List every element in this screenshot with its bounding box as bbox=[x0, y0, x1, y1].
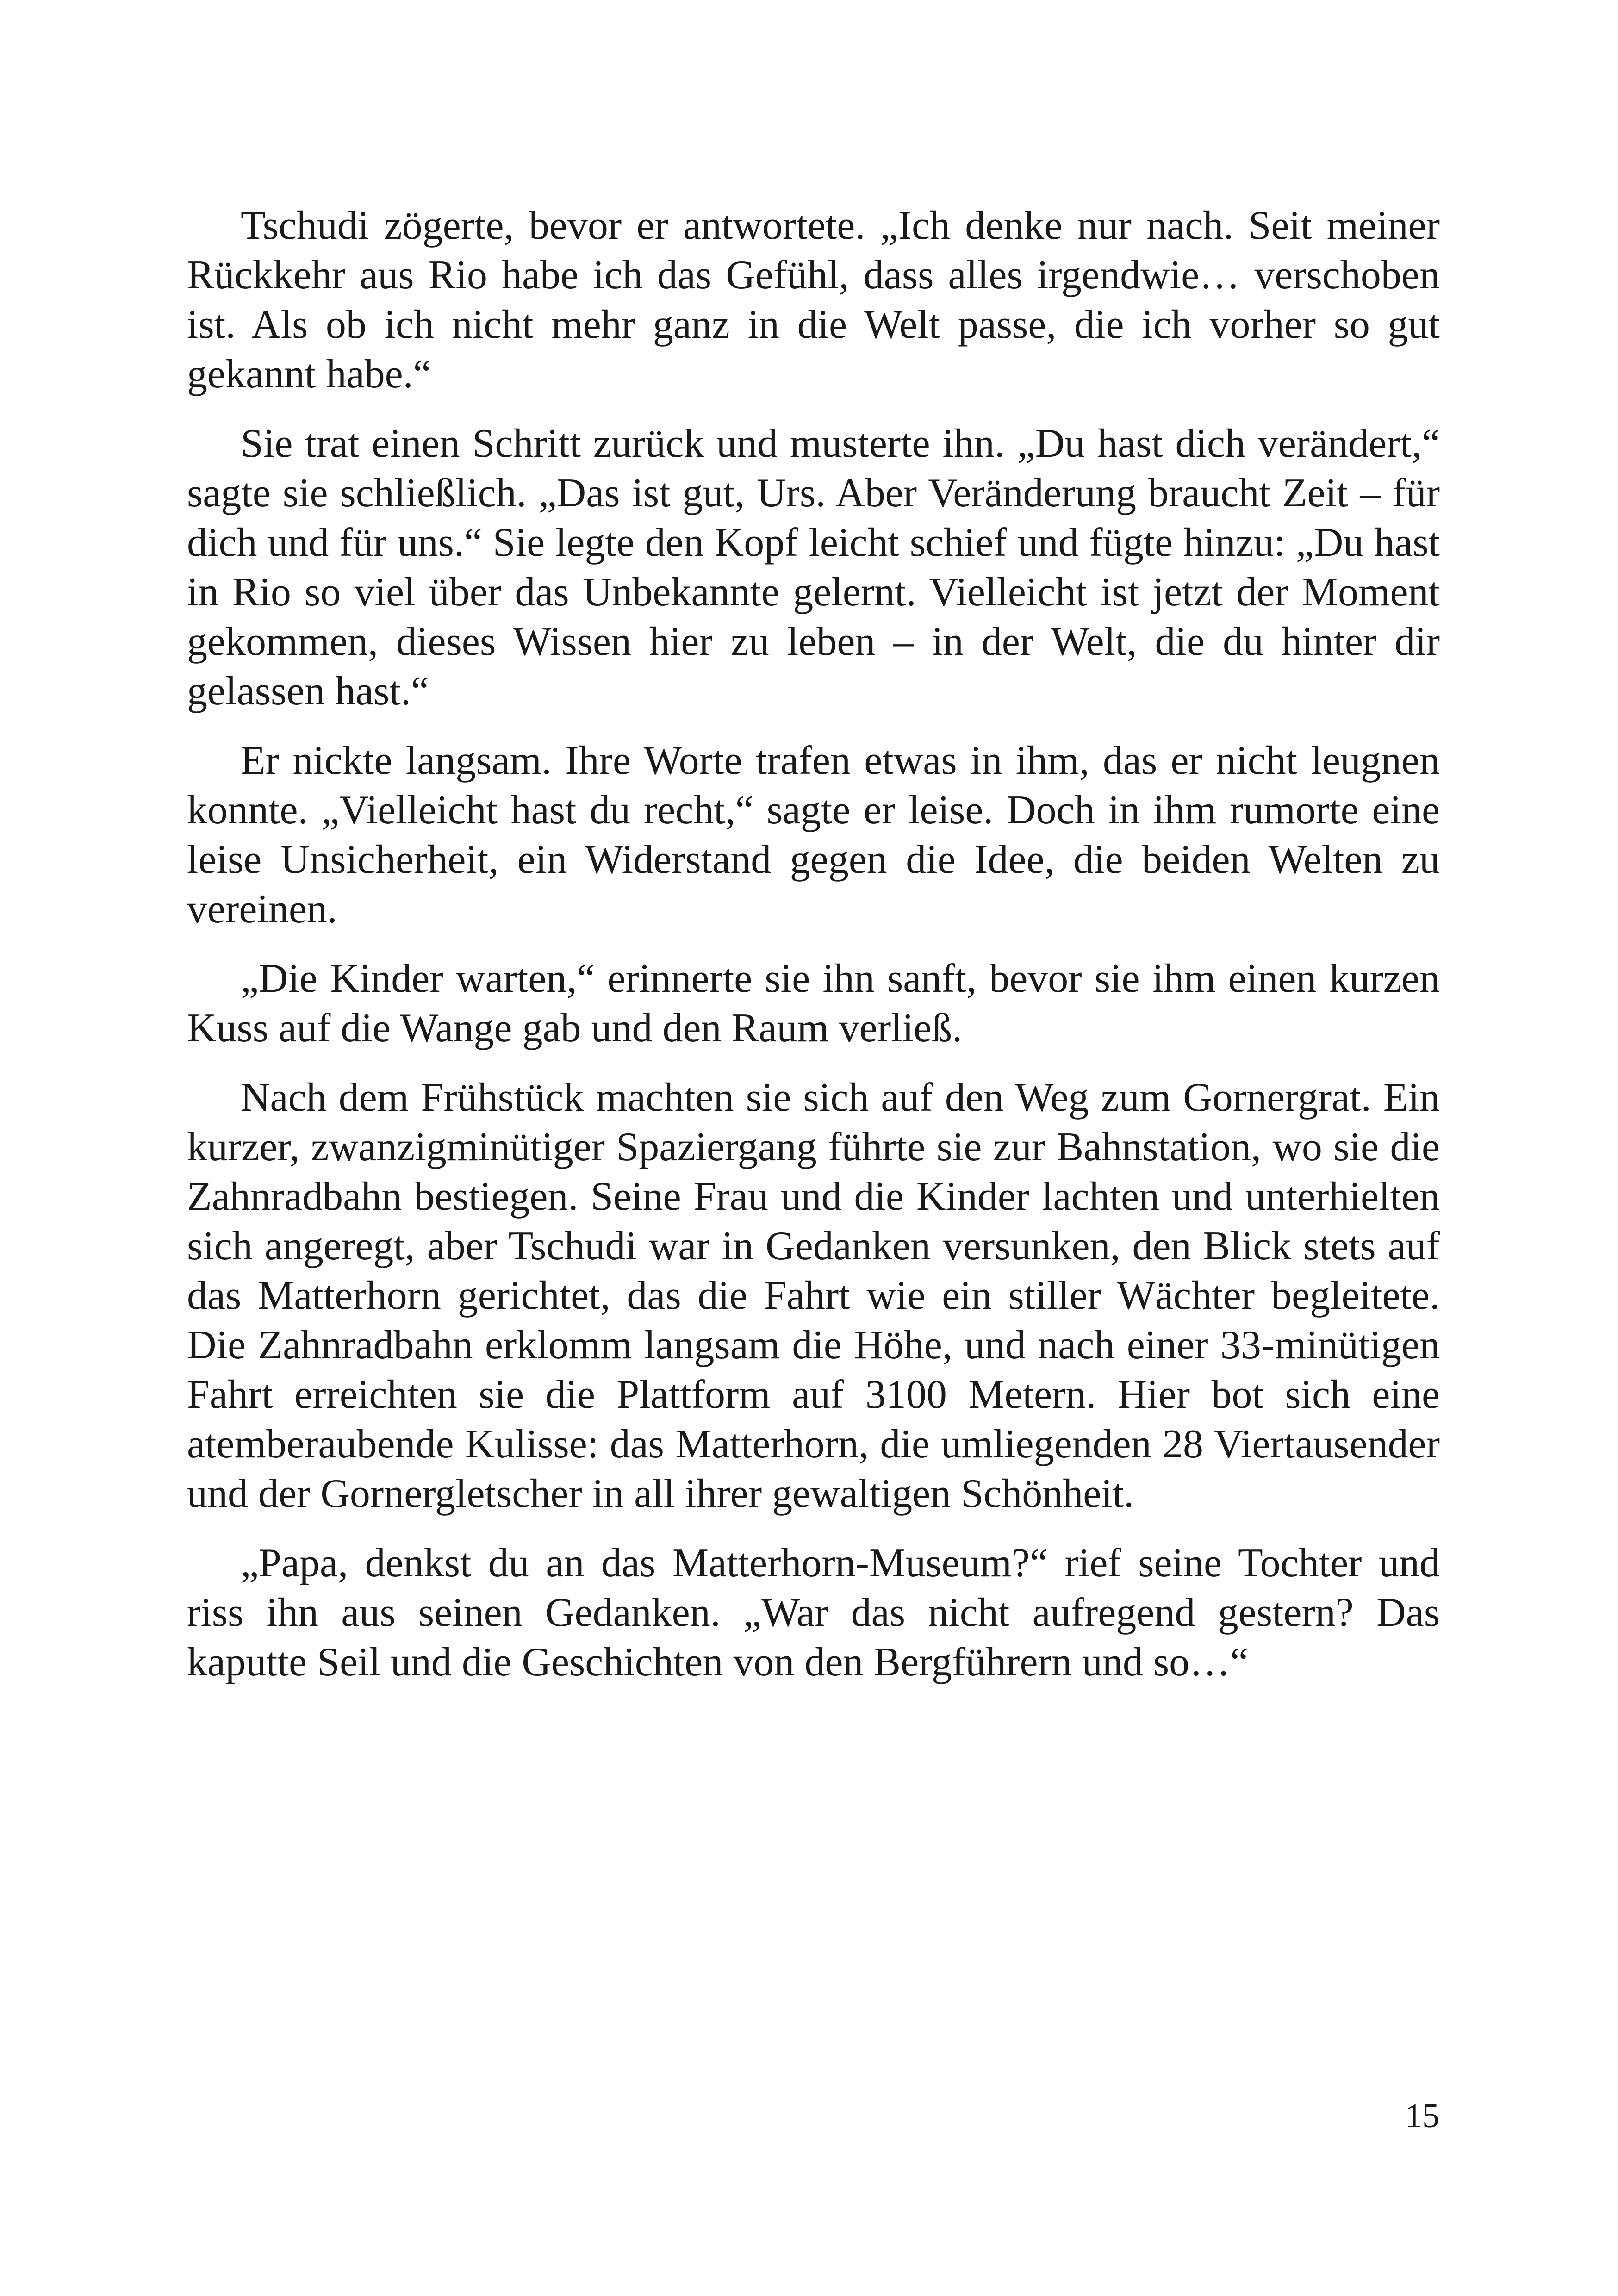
paragraph: Tschudi zögerte, bevor er antwortete. „Ich denke nur nach. Seit meiner Rückkehr aus Rio habe ich das Gefühl, dass alles irgendwie… verschoben ist. Als ob ich nicht mehr ganz in die Welt passe, die ich vorher so gut gekannt habe.“ bbox=[187, 203, 1440, 397]
paragraph: Sie trat einen Schritt zurück und musterte ihn. „Du hast dich verändert,“ sagte sie schließlich. „Das ist gut, Urs. Aber Veränderung braucht Zeit – für dich und für uns.“ Sie legte den Kopf leicht schief und fügte hinzu: „Du hast in Rio so viel über das Unbekannte gelernt. Vielleicht ist jetzt der Moment gekommen, dieses Wissen hier zu leben – in der Welt, die du hinter dir gelassen hast.“ bbox=[187, 421, 1440, 714]
paragraph: „Die Kinder warten,“ erinnerte sie ihn sanft, bevor sie ihm einen kurzen Kuss auf die Wange gab und den Raum verließ. bbox=[187, 956, 1440, 1051]
body-text bbox=[187, 201, 1440, 1707]
page-number: 15 bbox=[1405, 2097, 1439, 2135]
paragraph: Nach dem Frühstück machten sie sich auf den Weg zum Gornergrat. Ein kurzer, zwanzigminütiger Spaziergang führte sie zur Bahnstation, wo sie die Zahnradbahn bestiegen. Seine Frau und die Kinder lachten und unterhielten sich angeregt, aber Tschudi war in Gedanken versunken, den Blick stets auf das Matterhorn gerichtet, das die Fahrt wie ein stiller Wächter begleitete. Die Zahnradbahn erklomm langsam die Höhe, und nach einer 33-minütigen Fahrt erreichten sie die Plattform auf 3100 Metern. Hier bot sich eine atemberaubende Kulisse: das Matterhorn, die umliegenden 28 Viertausender und der Gornergletscher in all ihrer gewaltigen Schönheit. bbox=[187, 1075, 1440, 1516]
paragraph: Er nickte langsam. Ihre Worte trafen etwas in ihm, das er nicht leugnen konnte. „Vielleicht hast du recht,“ sagte er leise. Doch in ihm rumorte eine leise Unsicherheit, ein Widerstand gegen die Idee, die beiden Welten zu vereinen. bbox=[187, 738, 1440, 932]
paragraph: „Papa, denkst du an das Matterhorn-Museum?“ rief seine Tochter und riss ihn aus seinen Gedanken. „War das nicht aufregend gestern? Das kaputte Seil und die Geschichten von den Bergführern und so…“ bbox=[187, 1541, 1440, 1685]
